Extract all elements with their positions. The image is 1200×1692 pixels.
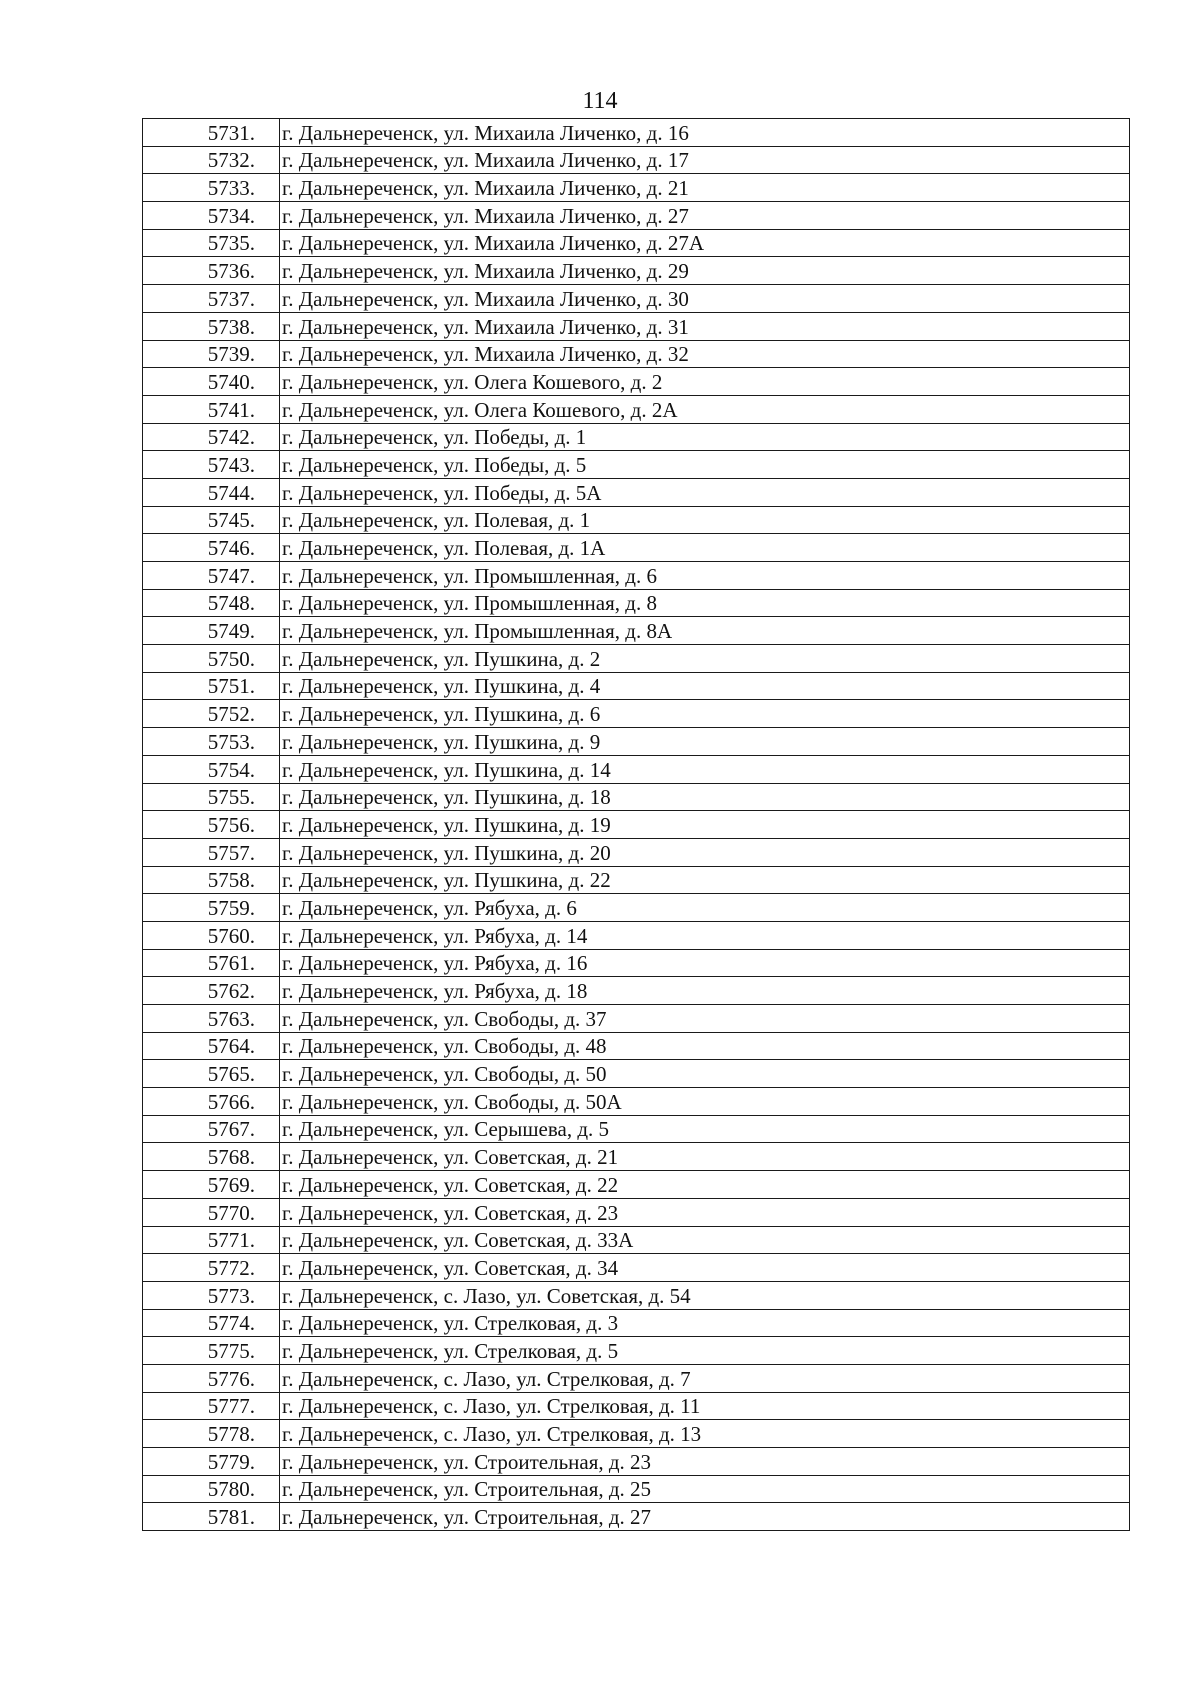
table-row xyxy=(143,257,1130,285)
row-number: 5774. xyxy=(143,1309,280,1337)
table-row xyxy=(143,1005,1130,1033)
row-number: 5759. xyxy=(143,894,280,922)
row-address: г. Дальнереченск, ул. Свободы, д. 37 xyxy=(280,1005,1130,1033)
row-address: г. Дальнереченск, ул. Михаила Личенко, д. 31 xyxy=(280,312,1130,340)
table-row xyxy=(143,1448,1130,1476)
table-row xyxy=(143,202,1130,230)
row-address: г. Дальнереченск, ул. Пушкина, д. 20 xyxy=(280,838,1130,866)
table-row xyxy=(143,478,1130,506)
row-address: г. Дальнереченск, ул. Олега Кошевого, д. 2 xyxy=(280,368,1130,396)
row-number: 5732. xyxy=(143,146,280,174)
row-address: г. Дальнереченск, ул. Пушкина, д. 4 xyxy=(280,672,1130,700)
row-number: 5757. xyxy=(143,838,280,866)
table-row xyxy=(143,451,1130,479)
table-row xyxy=(143,368,1130,396)
row-number: 5752. xyxy=(143,700,280,728)
table-row xyxy=(143,1060,1130,1088)
row-address: г. Дальнереченск, ул. Михаила Личенко, д. 27А xyxy=(280,229,1130,257)
table-row xyxy=(143,562,1130,590)
row-number: 5735. xyxy=(143,229,280,257)
row-number: 5760. xyxy=(143,921,280,949)
table-row xyxy=(143,1364,1130,1392)
table-row xyxy=(143,894,1130,922)
row-number: 5775. xyxy=(143,1337,280,1365)
row-address: г. Дальнереченск, ул. Михаила Личенко, д. 30 xyxy=(280,285,1130,313)
table-row xyxy=(143,174,1130,202)
row-address: г. Дальнереченск, ул. Михаила Личенко, д. 17 xyxy=(280,146,1130,174)
row-number: 5739. xyxy=(143,340,280,368)
row-address: г. Дальнереченск, ул. Строительная, д. 23 xyxy=(280,1448,1130,1476)
row-number: 5777. xyxy=(143,1392,280,1420)
table-row xyxy=(143,534,1130,562)
row-address: г. Дальнереченск, ул. Пушкина, д. 22 xyxy=(280,866,1130,894)
table-row xyxy=(143,1226,1130,1254)
row-address: г. Дальнереченск, ул. Строительная, д. 25 xyxy=(280,1475,1130,1503)
row-address: г. Дальнереченск, ул. Рябуха, д. 6 xyxy=(280,894,1130,922)
row-number: 5769. xyxy=(143,1171,280,1199)
row-number: 5781. xyxy=(143,1503,280,1531)
row-number: 5755. xyxy=(143,783,280,811)
row-number: 5758. xyxy=(143,866,280,894)
row-address: г. Дальнереченск, ул. Серышева, д. 5 xyxy=(280,1115,1130,1143)
row-address: г. Дальнереченск, ул. Полевая, д. 1А xyxy=(280,534,1130,562)
row-number: 5734. xyxy=(143,202,280,230)
row-address: г. Дальнереченск, ул. Олега Кошевого, д. 2А xyxy=(280,395,1130,423)
row-address: г. Дальнереченск, ул. Пушкина, д. 19 xyxy=(280,811,1130,839)
row-number: 5753. xyxy=(143,728,280,756)
table-row xyxy=(143,285,1130,313)
row-address: г. Дальнереченск, ул. Михаила Личенко, д. 29 xyxy=(280,257,1130,285)
row-number: 5764. xyxy=(143,1032,280,1060)
table-row xyxy=(143,146,1130,174)
row-address: г. Дальнереченск, ул. Стрелковая, д. 5 xyxy=(280,1337,1130,1365)
row-number: 5756. xyxy=(143,811,280,839)
row-number: 5746. xyxy=(143,534,280,562)
row-address: г. Дальнереченск, ул. Михаила Личенко, д. 16 xyxy=(280,119,1130,147)
row-number: 5751. xyxy=(143,672,280,700)
row-number: 5749. xyxy=(143,617,280,645)
row-number: 5744. xyxy=(143,478,280,506)
row-number: 5748. xyxy=(143,589,280,617)
row-number: 5766. xyxy=(143,1088,280,1116)
table-row xyxy=(143,506,1130,534)
table-row xyxy=(143,1503,1130,1531)
table-row xyxy=(143,229,1130,257)
table-row xyxy=(143,119,1130,147)
table-row xyxy=(143,1198,1130,1226)
row-number: 5779. xyxy=(143,1448,280,1476)
row-address: г. Дальнереченск, ул. Михаила Личенко, д. 21 xyxy=(280,174,1130,202)
table-row xyxy=(143,395,1130,423)
table-row xyxy=(143,1309,1130,1337)
row-address: г. Дальнереченск, ул. Пушкина, д. 14 xyxy=(280,755,1130,783)
page-number: 114 xyxy=(582,88,618,114)
table-row xyxy=(143,645,1130,673)
row-number: 5740. xyxy=(143,368,280,396)
table-row xyxy=(143,1088,1130,1116)
row-address: г. Дальнереченск, ул. Свободы, д. 50 xyxy=(280,1060,1130,1088)
table-row xyxy=(143,728,1130,756)
row-number: 5776. xyxy=(143,1364,280,1392)
row-number: 5738. xyxy=(143,312,280,340)
row-address: г. Дальнереченск, с. Лазо, ул. Советская, д. 54 xyxy=(280,1281,1130,1309)
row-address: г. Дальнереченск, ул. Пушкина, д. 18 xyxy=(280,783,1130,811)
table-row xyxy=(143,811,1130,839)
row-address: г. Дальнереченск, с. Лазо, ул. Стрелковая, д. 7 xyxy=(280,1364,1130,1392)
address-table-body xyxy=(143,119,1130,1531)
table-row xyxy=(143,1032,1130,1060)
row-address: г. Дальнереченск, ул. Победы, д. 5А xyxy=(280,478,1130,506)
row-address: г. Дальнереченск, ул. Рябуха, д. 16 xyxy=(280,949,1130,977)
table-row xyxy=(143,672,1130,700)
table-row xyxy=(143,617,1130,645)
row-address: г. Дальнереченск, ул. Советская, д. 33А xyxy=(280,1226,1130,1254)
row-address: г. Дальнереченск, ул. Свободы, д. 50А xyxy=(280,1088,1130,1116)
row-number: 5750. xyxy=(143,645,280,673)
table-row xyxy=(143,921,1130,949)
row-address: г. Дальнереченск, ул. Пушкина, д. 9 xyxy=(280,728,1130,756)
row-number: 5754. xyxy=(143,755,280,783)
table-row xyxy=(143,783,1130,811)
table-row xyxy=(143,1115,1130,1143)
row-address: г. Дальнереченск, ул. Советская, д. 22 xyxy=(280,1171,1130,1199)
row-address: г. Дальнереченск, с. Лазо, ул. Стрелковая, д. 11 xyxy=(280,1392,1130,1420)
row-address: г. Дальнереченск, ул. Пушкина, д. 6 xyxy=(280,700,1130,728)
row-number: 5742. xyxy=(143,423,280,451)
row-number: 5763. xyxy=(143,1005,280,1033)
row-number: 5773. xyxy=(143,1281,280,1309)
row-number: 5747. xyxy=(143,562,280,590)
table-row xyxy=(143,589,1130,617)
row-number: 5741. xyxy=(143,395,280,423)
row-address: г. Дальнереченск, ул. Строительная, д. 27 xyxy=(280,1503,1130,1531)
address-table xyxy=(142,118,1130,1531)
row-number: 5770. xyxy=(143,1198,280,1226)
table-row xyxy=(143,1281,1130,1309)
table-row xyxy=(143,755,1130,783)
table-row xyxy=(143,340,1130,368)
row-number: 5771. xyxy=(143,1226,280,1254)
table-row xyxy=(143,866,1130,894)
row-address: г. Дальнереченск, ул. Советская, д. 34 xyxy=(280,1254,1130,1282)
row-number: 5772. xyxy=(143,1254,280,1282)
row-address: г. Дальнереченск, ул. Советская, д. 21 xyxy=(280,1143,1130,1171)
table-row xyxy=(143,700,1130,728)
row-address: г. Дальнереченск, ул. Победы, д. 5 xyxy=(280,451,1130,479)
row-number: 5765. xyxy=(143,1060,280,1088)
row-number: 5767. xyxy=(143,1115,280,1143)
table-row xyxy=(143,977,1130,1005)
table-row xyxy=(143,1143,1130,1171)
row-address: г. Дальнереченск, ул. Михаила Личенко, д. 27 xyxy=(280,202,1130,230)
row-number: 5743. xyxy=(143,451,280,479)
row-address: г. Дальнереченск, ул. Пушкина, д. 2 xyxy=(280,645,1130,673)
row-address: г. Дальнереченск, ул. Победы, д. 1 xyxy=(280,423,1130,451)
table-row xyxy=(143,1254,1130,1282)
table-row xyxy=(143,312,1130,340)
table-row xyxy=(143,838,1130,866)
row-address: г. Дальнереченск, ул. Михаила Личенко, д. 32 xyxy=(280,340,1130,368)
row-address: г. Дальнереченск, ул. Промышленная, д. 8 xyxy=(280,589,1130,617)
row-address: г. Дальнереченск, ул. Рябуха, д. 14 xyxy=(280,921,1130,949)
row-number: 5778. xyxy=(143,1420,280,1448)
row-address: г. Дальнереченск, ул. Советская, д. 23 xyxy=(280,1198,1130,1226)
table-row xyxy=(143,1171,1130,1199)
row-number: 5768. xyxy=(143,1143,280,1171)
table-row xyxy=(143,1392,1130,1420)
row-number: 5762. xyxy=(143,977,280,1005)
row-address: г. Дальнереченск, ул. Рябуха, д. 18 xyxy=(280,977,1130,1005)
row-number: 5731. xyxy=(143,119,280,147)
row-number: 5736. xyxy=(143,257,280,285)
row-number: 5737. xyxy=(143,285,280,313)
row-address: г. Дальнереченск, ул. Стрелковая, д. 3 xyxy=(280,1309,1130,1337)
row-number: 5780. xyxy=(143,1475,280,1503)
row-number: 5761. xyxy=(143,949,280,977)
row-address: г. Дальнереченск, ул. Свободы, д. 48 xyxy=(280,1032,1130,1060)
row-address: г. Дальнереченск, ул. Полевая, д. 1 xyxy=(280,506,1130,534)
row-number: 5745. xyxy=(143,506,280,534)
table-row xyxy=(143,949,1130,977)
row-address: г. Дальнереченск, ул. Промышленная, д. 6 xyxy=(280,562,1130,590)
table-row xyxy=(143,1475,1130,1503)
row-address: г. Дальнереченск, ул. Промышленная, д. 8А xyxy=(280,617,1130,645)
table-row xyxy=(143,423,1130,451)
row-number: 5733. xyxy=(143,174,280,202)
table-row xyxy=(143,1420,1130,1448)
row-address: г. Дальнереченск, с. Лазо, ул. Стрелковая, д. 13 xyxy=(280,1420,1130,1448)
table-row xyxy=(143,1337,1130,1365)
